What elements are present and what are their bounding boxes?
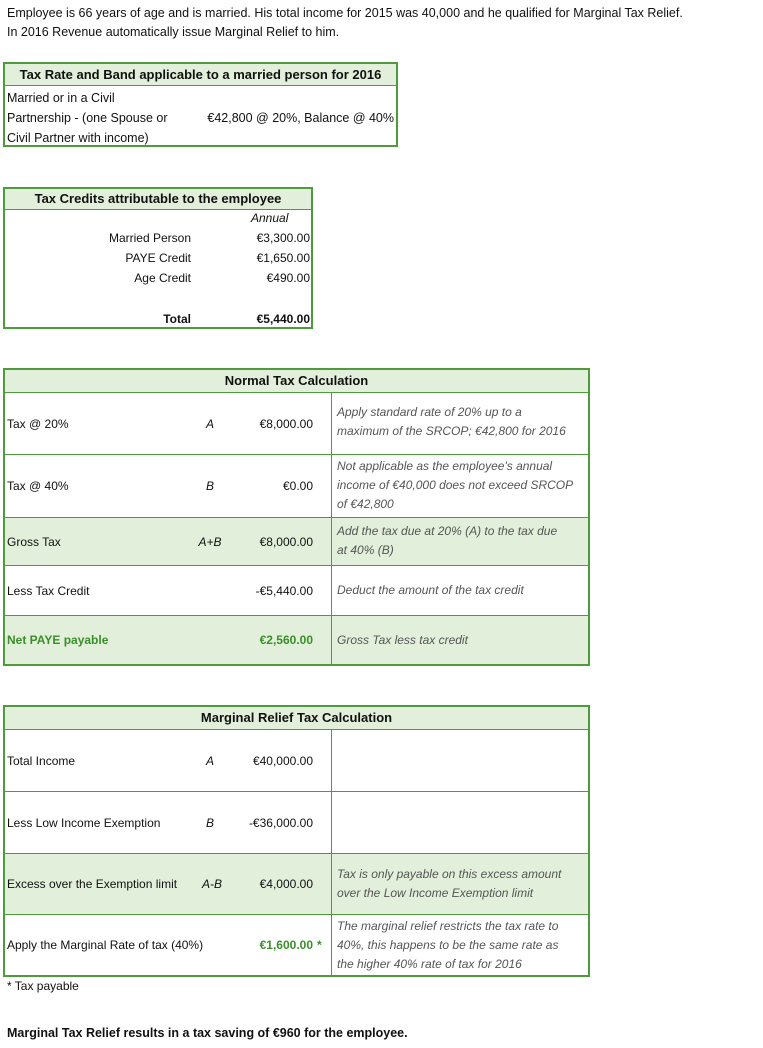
- row-note-line-2: income of €40,000 does not exceed SRCOP: [337, 478, 574, 492]
- row-label: Less Tax Credit: [7, 583, 90, 598]
- table-row: [5, 792, 588, 854]
- credit-value-married: €3,300.00: [256, 231, 310, 245]
- table-row: [5, 566, 588, 616]
- row-note: Deduct the amount of the tax credit: [337, 583, 524, 597]
- table-row: [5, 854, 588, 915]
- footnote: * Tax payable: [7, 979, 79, 993]
- row-label: Less Low Income Exemption: [7, 815, 161, 830]
- row-note-line-3: the higher 40% rate of tax for 2016: [337, 957, 522, 971]
- rate-band-label-line-2: Partnership - (one Spouse or: [7, 111, 168, 125]
- credit-total-label: Total: [163, 312, 191, 326]
- row-note: [337, 865, 561, 903]
- row-note-line-1: Apply standard rate of 20% up to a: [337, 405, 522, 419]
- table-row: [5, 393, 588, 455]
- row-code: A-B: [201, 877, 222, 891]
- intro-text: [7, 4, 683, 42]
- row-code: B: [205, 479, 214, 493]
- credits-table: [3, 187, 313, 329]
- row-code: A+B: [198, 534, 222, 549]
- credits-title: Tax Credits attributable to the employee: [5, 189, 311, 210]
- credit-label-paye: PAYE Credit: [125, 251, 191, 265]
- row-label: Gross Tax: [7, 534, 61, 549]
- row-label: Net PAYE payable: [7, 633, 109, 647]
- row-note: [337, 457, 573, 514]
- intro-line-1: Employee is 66 years of age and is married. His total income for 2015 was 40,000 and he qualified for Marginal Tax Relief.: [7, 6, 683, 20]
- row-amount: €2,560.00: [259, 633, 313, 647]
- row-note: [337, 917, 558, 974]
- row-amount: €0.00: [282, 479, 313, 493]
- normal-tax-table: [3, 368, 590, 666]
- row-note-line-1: Add the tax due at 20% (A) to the tax due: [337, 524, 558, 538]
- rate-band-value: €42,800 @ 20%, Balance @ 40%: [207, 111, 394, 125]
- row-note-line-1: Tax is only payable on this excess amount: [337, 867, 562, 881]
- conclusion-text: Marginal Tax Relief results in a tax saving of €960 for the employee.: [7, 1026, 408, 1040]
- row-note-line-3: of €42,800: [337, 497, 394, 511]
- credit-value-age: €490.00: [266, 271, 310, 285]
- credit-label-age: Age Credit: [134, 271, 191, 285]
- normal-tax-title: Normal Tax Calculation: [5, 370, 588, 393]
- row-amount: €8,000.00: [259, 416, 313, 431]
- credit-label-married: Married Person: [108, 231, 191, 245]
- row-amount: €40,000.00: [252, 753, 313, 768]
- row-note: [337, 522, 557, 560]
- credit-value-paye: €1,650.00: [256, 251, 310, 265]
- rate-band-label: [7, 88, 168, 148]
- row-label: Apply the Marginal Rate of tax (40%): [7, 938, 204, 952]
- table-row: [5, 455, 588, 518]
- rate-band-label-line-3: Civil Partner with income): [7, 131, 149, 145]
- row-amount: €4,000.00: [259, 877, 313, 891]
- table-row: [5, 518, 588, 566]
- row-code: A: [205, 753, 214, 768]
- row-label: Excess over the Exemption limit: [7, 877, 178, 891]
- rate-band-table: [3, 62, 398, 147]
- marginal-relief-table: [3, 705, 590, 977]
- table-row: [5, 616, 588, 664]
- row-note-line-2: over the Low Income Exemption limit: [337, 886, 534, 900]
- row-note: [337, 403, 566, 441]
- row-amount: €1,600.00: [259, 938, 313, 952]
- credit-total-value: €5,440.00: [256, 312, 310, 326]
- row-amount: €8,000.00: [259, 534, 313, 549]
- row-note-line-1: Not applicable as the employee's annual: [337, 459, 553, 473]
- row-label: Total Income: [7, 753, 76, 768]
- rate-band-label-line-1: Married or in a Civil: [7, 91, 115, 105]
- row-note-line-2: at 40% (B): [337, 543, 394, 557]
- row-note-line-2: 40%, this happens to be the same rate as: [337, 938, 559, 952]
- row-code: B: [205, 815, 214, 830]
- row-amount: -€36,000.00: [248, 815, 313, 830]
- rate-band-title: Tax Rate and Band applicable to a married person for 2016: [5, 64, 396, 86]
- marginal-relief-title: Marginal Relief Tax Calculation: [5, 707, 588, 730]
- row-code: A: [205, 416, 214, 431]
- row-amount: -€5,440.00: [255, 583, 313, 598]
- row-note: Gross Tax less tax credit: [337, 632, 468, 647]
- row-note-line-2: maximum of the SRCOP; €42,800 for 2016: [337, 424, 566, 438]
- tax-payable-star: *: [317, 938, 322, 952]
- intro-line-2: In 2016 Revenue automatically issue Marginal Relief to him.: [7, 25, 340, 39]
- row-label: Tax @ 40%: [7, 479, 69, 493]
- table-row: [5, 915, 588, 975]
- row-label: Tax @ 20%: [7, 416, 69, 431]
- row-note-line-1: The marginal relief restricts the tax rate to: [337, 919, 559, 933]
- table-row: [5, 730, 588, 792]
- credits-annual-header: Annual: [251, 211, 289, 225]
